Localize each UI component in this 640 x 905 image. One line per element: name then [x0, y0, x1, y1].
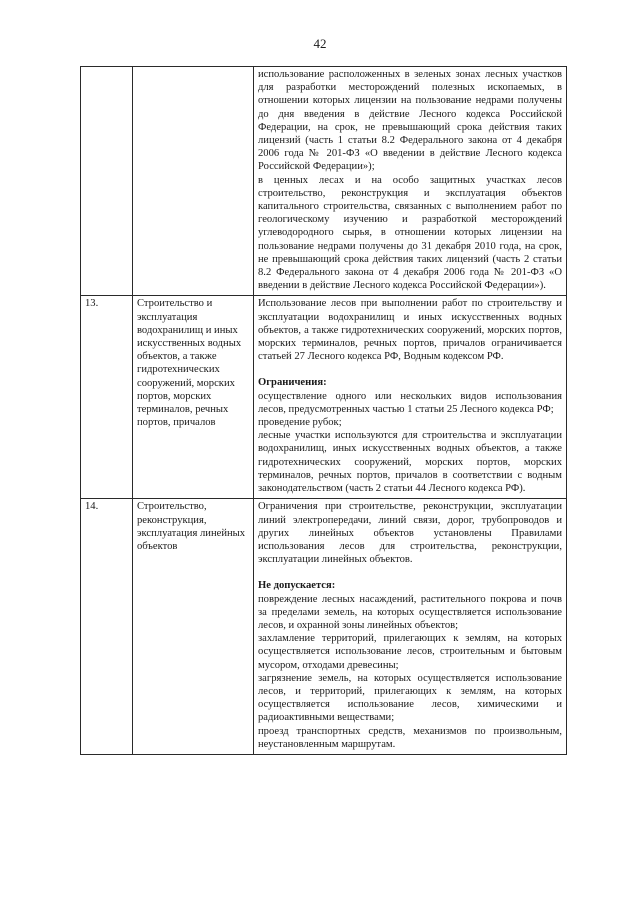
activity-title: Строительство и эксплуатация водохранилищ и иных искусственных водных объектов, а также гидротехнических сооружений, морских портов, морских терминалов, речных портов, причалов [133, 296, 254, 499]
paragraph: Использование лесов при выполнении работ по строительству и эксплуатации водохранилищ и иных искусственных водных объектов, а также гидротехнических сооружений, морских портов, морских терминалов, речных портов, причалов ограничивается статьей 27 Лесного кодекса РФ, Водным кодексом РФ. [258, 298, 562, 363]
list-item: загрязнение земель, на которых осуществляется использование лесов, и территорий, прилегающих к землям, на которых осуществляется использование лесов, химическими и радиоактивными веществами; [258, 672, 562, 724]
paragraph: Ограничения при строительстве, реконструкции, эксплуатации линий электропередачи, линий связи, дорог, трубопроводов и других линейных объектов установлены Правилами использования лесов для строительства, реконструкции, эксплуатации линейных объектов. [258, 501, 562, 566]
table-row [81, 499, 567, 755]
paragraph: в ценных лесах и на особо защитных участках лесов строительство, реконструкция и эксплуатация объектов капитального строительства, связанных с выполнением работ по геологическому изучению и разработкой месторождений углеводородного сырья, в отношении которых лицензии на пользование недрами получены до 31 декабря 2010 года, на срок, не превышающий срока действия таких лицензий (часть 2 статьи 8.2 Федерального закона от 4 декабря 2006 года № 201-ФЗ «О введении в действие Лесного кодекса Российской Федерации»). [258, 174, 562, 292]
table-row [81, 67, 567, 296]
list-item: захламление территорий, прилегающих к землям, на которых осуществляется использование лесов, строительным и бытовым мусором, отходами древесины; [258, 633, 562, 671]
table-row [81, 296, 567, 499]
list-item: проезд транспортных средств, механизмов по произвольным, неустановленным маршрутам. [258, 725, 562, 750]
restrictions-table [80, 66, 567, 755]
restrictions-cell [254, 499, 567, 755]
list-item: повреждение лесных насаждений, растительного покрова и почв за пределами земель, на которых осуществляется использование лесов, и охранной зоны линейных объектов; [258, 593, 562, 631]
page-number: 42 [313, 36, 327, 51]
paragraph: использование расположенных в зеленых зонах лесных участков для разработки месторождений полезных ископаемых, в отношении которых лицензии на пользование недрами получены до дня введения в действие Лесного кодекса Российской Федерации, на срок, не превышающий срока действия таких лицензий (часть 1 статьи 8.2 Федерального закона от 4 декабря 2006 года № 201-ФЗ «О введении в действие Лесного кодекса Российской Федерации»); [258, 69, 562, 173]
activity-title: Строительство, реконструкция, эксплуатация линейных объектов [133, 499, 254, 755]
row-number: 13. [81, 296, 133, 499]
restrictions-cell [254, 296, 567, 499]
list-item: проведение рубок; [258, 417, 342, 429]
restrictions-cell [254, 67, 567, 296]
activity-title [133, 67, 254, 296]
list-item: лесные участки используются для строительства и эксплуатации водохранилищ, иных искусственных водных объектов, а также гидротехнических сооружений, морских портов, морских терминалов, речных портов, причалов в соответствии с водным законодательством (часть 2 статьи 44 Лесного кодекса РФ). [258, 430, 562, 495]
row-number: 14. [81, 499, 133, 755]
section-heading: Ограничения: [258, 377, 327, 389]
list-item: осуществление одного или нескольких видов использования лесов, предусмотренных частью 1 статьи 25 Лесного кодекса РФ; [258, 390, 562, 415]
section-heading: Не допускается: [258, 580, 336, 592]
row-number [81, 67, 133, 296]
